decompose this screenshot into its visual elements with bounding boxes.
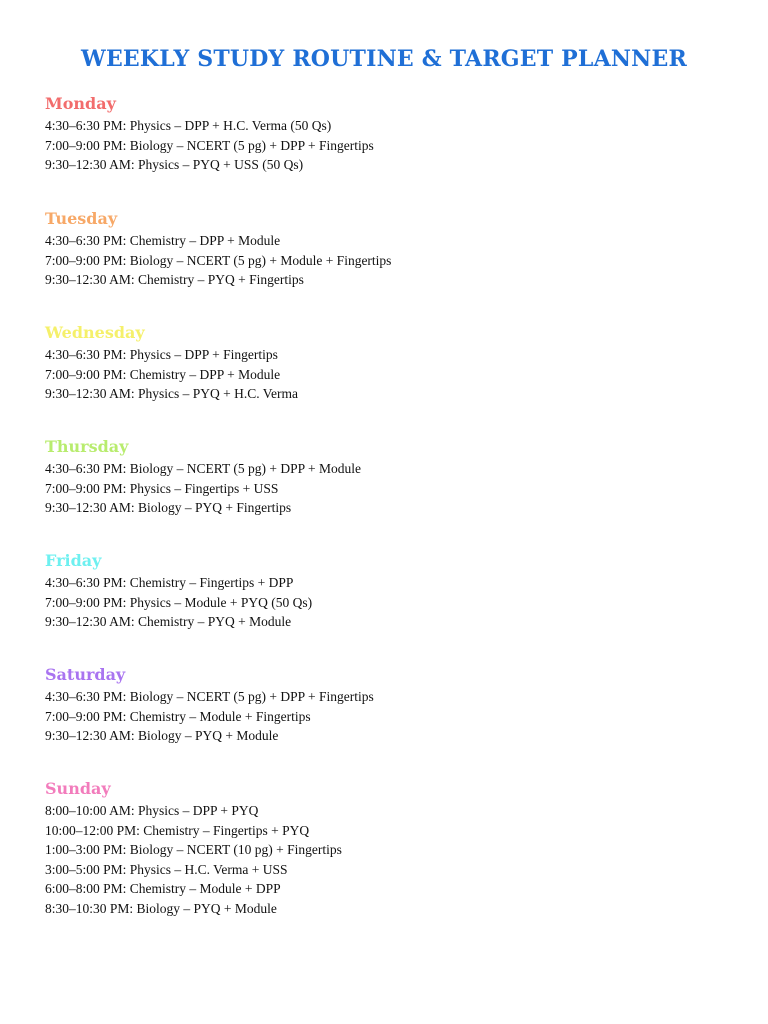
- schedule-entry: 6:00–8:00 PM: Chemistry – Module + DPP: [45, 881, 281, 896]
- day-heading-thursday: Thursday: [45, 437, 129, 456]
- schedule-entry: 4:30–6:30 PM: Physics – DPP + Fingertips: [45, 347, 278, 362]
- schedule-entry: 4:30–6:30 PM: Biology – NCERT (5 pg) + DPP + Fingertips: [45, 689, 374, 704]
- page-title: WEEKLY STUDY ROUTINE & TARGET PLANNER: [81, 46, 687, 72]
- schedule-entry: 9:30–12:30 AM: Biology – PYQ + Module: [45, 728, 279, 743]
- day-heading-wednesday: Wednesday: [45, 323, 145, 342]
- schedule-entry: 8:30–10:30 PM: Biology – PYQ + Module: [45, 900, 277, 916]
- schedule-entry: 9:30–12:30 AM: Biology – PYQ + Fingertips: [45, 500, 292, 515]
- schedule-entry: 3:00–5:00 PM: Physics – H.C. Verma + USS: [45, 861, 288, 877]
- schedule-entry: 1:00–3:00 PM: Biology – NCERT (10 pg) + Fingertips: [45, 842, 342, 857]
- schedule-entry: 9:30–12:30 AM: Chemistry – PYQ + Module: [45, 614, 292, 629]
- day-section-sunday: [45, 779, 735, 918]
- day-section-saturday: [45, 665, 735, 746]
- day-section-wednesday: [45, 323, 735, 404]
- schedule-entry: 7:00–9:00 PM: Chemistry – Module + Fingertips: [45, 708, 311, 724]
- schedule-entry: 9:30–12:30 AM: Chemistry – PYQ + Fingertips: [45, 272, 304, 287]
- day-heading-saturday: Saturday: [45, 665, 126, 684]
- day-heading-tuesday: Tuesday: [45, 209, 118, 228]
- schedule-entry: 7:00–9:00 PM: Biology – NCERT (5 pg) + DPP + Fingertips: [45, 137, 374, 153]
- day-section-monday: [45, 94, 735, 175]
- schedule-entry: 9:30–12:30 AM: Physics – PYQ + USS (50 Qs): [45, 157, 304, 172]
- schedule-entry: 4:30–6:30 PM: Biology – NCERT (5 pg) + DPP + Module: [45, 461, 361, 476]
- day-section-tuesday: [45, 209, 735, 290]
- schedule-entry: 10:00–12:00 PM: Chemistry – Fingertips + PYQ: [45, 822, 310, 838]
- day-heading-friday: Friday: [45, 551, 102, 570]
- schedule-entry: 4:30–6:30 PM: Chemistry – DPP + Module: [45, 233, 281, 248]
- schedule-entry: 7:00–9:00 PM: Physics – Module + PYQ (50 Qs): [45, 594, 313, 610]
- day-section-friday: [45, 551, 735, 632]
- schedule-entry: 7:00–9:00 PM: Chemistry – DPP + Module: [45, 366, 281, 382]
- schedule-entry: 4:30–6:30 PM: Physics – DPP + H.C. Verma (50 Qs): [45, 118, 332, 133]
- schedule-entry: 4:30–6:30 PM: Chemistry – Fingertips + DPP: [45, 575, 294, 590]
- schedule-entry: 9:30–12:30 AM: Physics – PYQ + H.C. Verma: [45, 386, 299, 401]
- schedule-entry: 7:00–9:00 PM: Physics – Fingertips + USS: [45, 480, 279, 496]
- day-heading-sunday: Sunday: [45, 779, 111, 798]
- day-section-thursday: [45, 437, 735, 518]
- schedule-entry: 8:00–10:00 AM: Physics – DPP + PYQ: [45, 803, 259, 818]
- day-heading-monday: Monday: [45, 94, 116, 113]
- schedule-entry: 7:00–9:00 PM: Biology – NCERT (5 pg) + Module + Fingertips: [45, 252, 392, 268]
